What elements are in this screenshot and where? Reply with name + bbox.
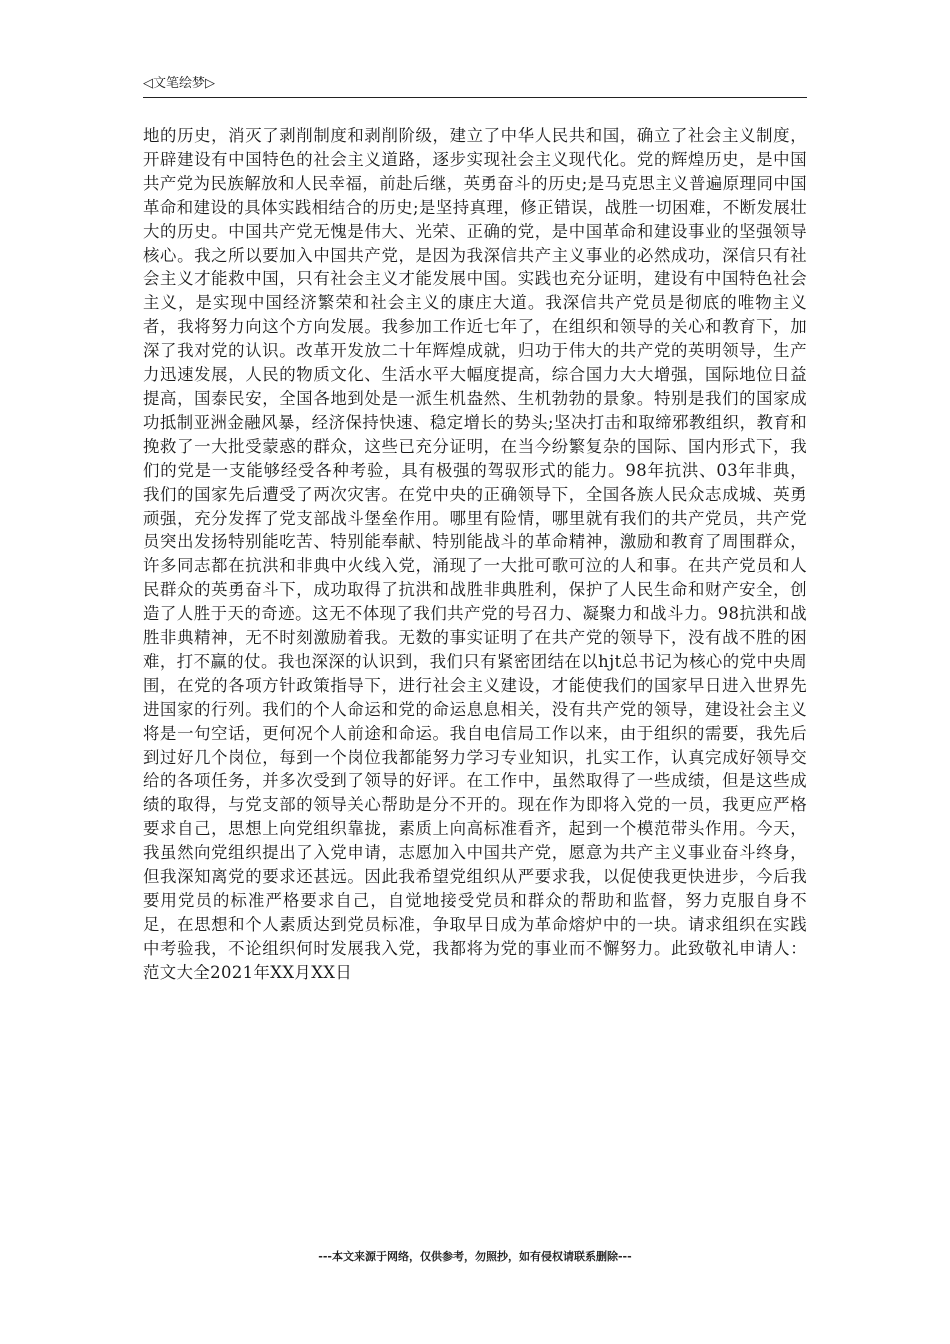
header-title: ◁文笔绘梦▷: [143, 76, 215, 91]
document-body: 地的历史，消灭了剥削制度和剥削阶级，建立了中华人民共和国，确立了社会主义制度，开辟建设有中国特色的社会主义道路，逐步实现社会主义现代化。党的辉煌历史，是中国共产党为民族解放和人民幸福，前赴后继，英勇奋斗的历史;是马克思主义普遍原理同中国革命和建设的具体实践相结合的历史;是坚持真理，修正错误，战胜一切困难，不断发展壮大的历史。中国共产党无愧是伟大、光荣、正确的党，是中国革命和建设事业的坚强领导核心。我之所以要加入中国共产党，是因为我深信共产主义事业的必然成功，深信只有社会主义才能救中国，只有社会主义才能发展中国。实践也充分证明，建设有中国特色社会主义，是实现中国经济繁荣和社会主义的康庄大道。我深信共产党员是彻底的唯物主义者，我将努力向这个方向发展。我参加工作近七年了，在组织和领导的关心和教育下，加深了我对党的认识。改革开发放二十年辉煌成就，归功于伟大的共产党的英明领导，生产力迅速发展，人民的物质文化、生活水平大幅度提高，综合国力大大增强，国际地位日益提高，国泰民安，全国各地到处是一派生机盎然、生机勃勃的景象。特别是我们的国家成功抵制亚洲金融风暴，经济保持快速、稳定增长的势头;坚决打击和取缔邪教组织，教育和挽救了一大批受蒙惑的群众，这些已充分证明，在当今纷繁复杂的国际、国内形式下，我们的党是一支能够经受各种考验，具有极强的驾驭形式的能力。98年抗洪、03年非典，我们的国家先后遭受了两次灾害。在党中央的正确领导下，全国各族人民众志成城、英勇顽强，充分发挥了党支部战斗堡垒作用。哪里有险情，哪里就有我们的共产党员，共产党员突出发扬特别能吃苦、特别能奉献、特别能战斗的革命精神，激励和教育了周围群众，许多同志都在抗洪和非典中火线入党，涌现了一大批可歌可泣的人和事。在共产党员和人民群众的英勇奋斗下，成功取得了抗洪和战胜非典胜利，保护了人民生命和财产安全，创造了人胜于天的奇迹。这无不体现了我们共产党的号召力、凝聚力和战斗力。98抗洪和战胜非典精神，无不时刻激励着我。无数的事实证明了在共产党的领导下，没有战不胜的困难，打不赢的仗。我也深深的认识到，我们只有紧密团结在以hjt总书记为核心的党中央周围，在党的各项方针政策指导下，进行社会主义建设，才能使我们的国家早日进入世界先进国家的行列。我们的个人命运和党的命运息息相关，没有共产党的领导，建设社会主义将是一句空话，更何况个人前途和命运。我自电信局工作以来，由于组织的需要，我先后到过好几个岗位，每到一个岗位我都能努力学习专业知识，扎实工作，认真完成好领导交给的各项任务，并多次受到了领导的好评。在工作中，虽然取得了一些成绩，但是这些成绩的取得，与党支部的领导关心帮助是分不开的。现在作为即将入党的一员，我更应严格要求自己，思想上向党组织靠拢，素质上向高标准看齐，起到一个模范带头作用。今天，我虽然向党组织提出了入党申请，志愿加入中国共产党，愿意为共产主义事业奋斗终身，但我深知离党的要求还甚远。因此我希望党组织从严要求我，以促使我更快进步，今后我要用党员的标准严格要求自己，自觉地接受党员和群众的帮助和监督，努力克服自身不足，在思想和个人素质达到党员标准，争取早日成为革命熔炉中的一块。请求组织在实践中考验我，不论组织何时发展我入党，我都将为党的事业而不懈努力。此致敬礼申请人：范文大全2021年XX月XX日: [143, 126, 807, 982]
page-footer: ---本文来源于网络，仅供参考，勿照抄，如有侵权请联系删除---: [318, 1250, 632, 1263]
page-header: [143, 73, 807, 98]
